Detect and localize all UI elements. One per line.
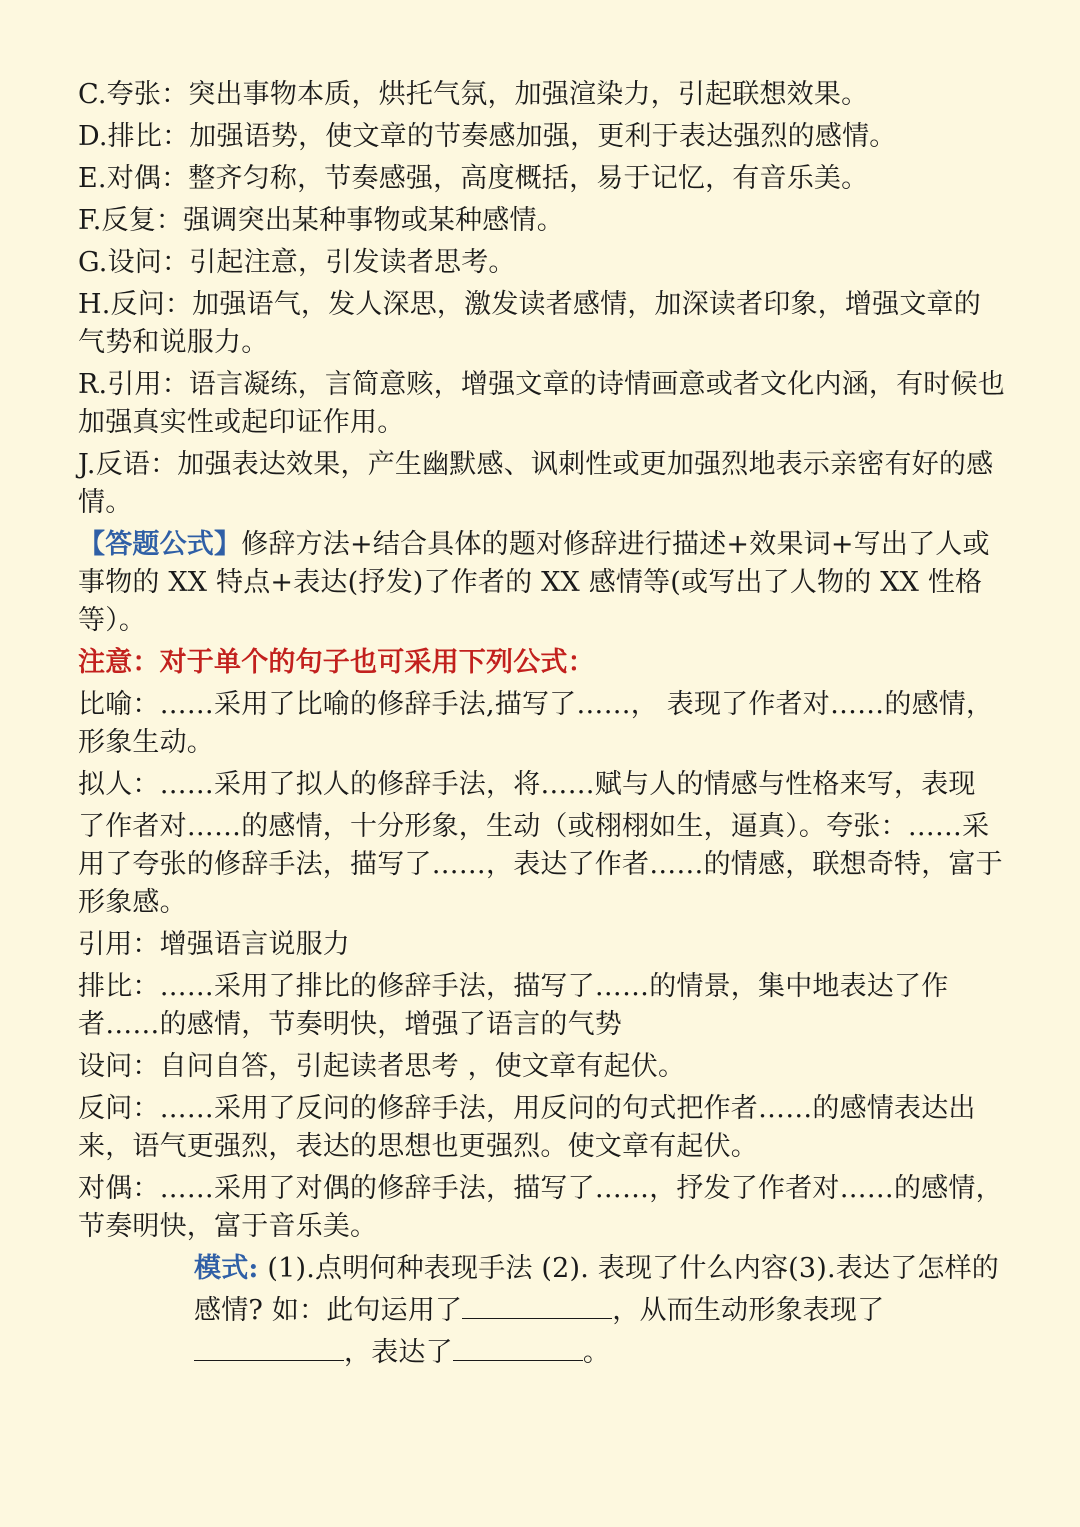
effect-repetition: F.反复：强调突出某种事物或某种感情。 — [78, 205, 564, 236]
pattern-text-2: 从而生动形象表现了 — [639, 1295, 885, 1326]
document-page — [78, 76, 1008, 1376]
template-hypophora: 设问：自问自答，引起读者思考 ，使文章有起伏。 — [78, 1051, 686, 1082]
effect-hyperbole: C.夸张：突出事物本质，烘托气氛，加强渲染力，引起联想效果。 — [78, 79, 869, 110]
pattern-sep-2: ， — [344, 1337, 372, 1368]
fill-blank-content — [194, 1330, 344, 1361]
fill-blank-emotion — [453, 1330, 583, 1361]
effect-irony: J.反语：加强表达效果，产生幽默感、讽刺性或更加强烈地表示亲密有好的感情。 — [78, 449, 994, 518]
template-personification-part2: 了作者对……的感情，十分形象，生动（或栩栩如生，逼真）。夸张：……采用了夸张的修辞手法，描写了……，表达了作者……的情感，联想奇特，富于形象感。 — [78, 811, 1003, 918]
note-heading: 注意：对于单个的句子也可采用下列公式： — [78, 647, 595, 678]
pattern-text-3: 表达了 — [371, 1337, 453, 1368]
answer-formula — [78, 526, 1008, 640]
effect-hypophora: G.设问：引起注意，引发读者思考。 — [78, 247, 516, 278]
template-antithesis: 对偶：……采用了对偶的修辞手法，描写了……，抒发了作者对……的感情，节奏明快，富于音乐美。 — [78, 1173, 1003, 1242]
template-parallelism: 排比：……采用了排比的修辞手法，描写了……的情景，集中地表达了作者……的感情，节奏明快，增强了语言的气势 — [78, 971, 949, 1040]
pattern-text-1: (1).点明何种表现手法 (2). 表现了什么内容(3).表达了怎样的感情? 如：此句运用了 — [194, 1253, 1000, 1326]
template-personification-part1: 拟人：……采用了拟人的修辞手法，将……赋与人的情感与性格来写，表现 — [78, 769, 976, 800]
template-rhetorical-question: 反问：……采用了反问的修辞手法，用反问的句式把作者……的感情表达出来，语气更强烈，表达的思想也更强烈。使文章有起伏。 — [78, 1093, 976, 1162]
effect-parallelism: D.排比：加强语势，使文章的节奏感加强，更利于表达强烈的感情。 — [78, 121, 897, 152]
template-quotation: 引用：增强语言说服力 — [78, 929, 350, 960]
effect-rhetorical-question: H.反问：加强语气，发人深思，激发读者感情，加深读者印象，增强文章的气势和说服力。 — [78, 289, 981, 358]
fill-blank-technique — [462, 1288, 612, 1319]
pattern-label: 模式: — [194, 1253, 259, 1284]
template-metaphor: 比喻：……采用了比喻的修辞手法,描写了……， 表现了作者对……的感情，形象生动。 — [78, 689, 994, 758]
pattern-end: 。 — [582, 1337, 611, 1368]
answer-formula-label: 【答题公式】 — [78, 529, 242, 560]
pattern-sep-1: ， — [612, 1295, 640, 1326]
effect-antithesis: E.对偶：整齐匀称，节奏感强，高度概括，易于记忆，有音乐美。 — [78, 163, 869, 194]
effect-quotation: R.引用：语言凝练，言简意赅，增强文章的诗情画意或者文化内涵，有时候也加强真实性或起印证作用。 — [78, 369, 1005, 438]
answer-formula-text: 修辞方法+结合具体的题对修辞进行描述+效果词+写出了人或事物的 XX 特点+表达(抒发)了作者的 XX 感情等(或写出了人物的 XX 性格等）。 — [78, 529, 990, 636]
answer-pattern — [78, 1250, 1008, 1372]
